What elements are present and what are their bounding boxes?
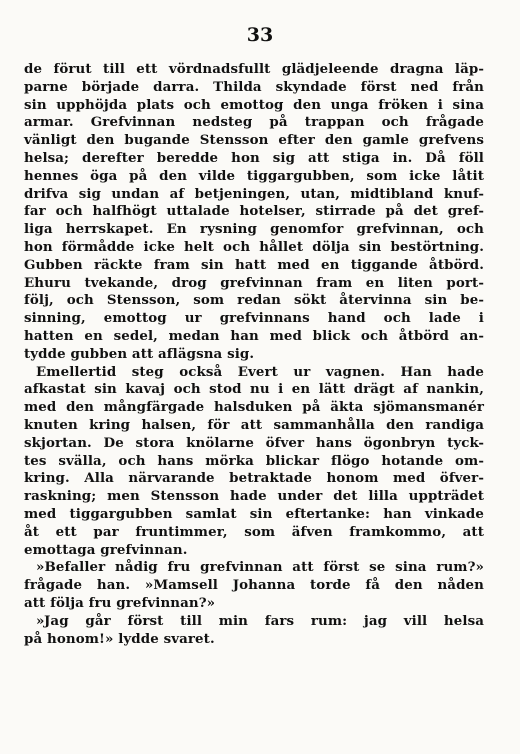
text-line: parne började darra. Thilda skyndade först ned från [24, 78, 484, 95]
text-line: far och halfhögt uttalade hotelser, stirrade på det gref- [24, 203, 484, 220]
text-line: Emellertid steg också Evert ur vagnen. Han hade [36, 363, 484, 380]
text-line: afkastat sin kavaj och stod nu i en lätt drägt af nankin, [24, 381, 484, 398]
text-line: hatten en sedel, medan han med blick och åtbörd an- [24, 327, 484, 344]
text-line: med tiggargubben samlat sin eftertanke: han vinkade [24, 505, 484, 522]
text-line: de förut till ett vördnadsfullt glädjeleende dragna läp- [24, 61, 484, 77]
text-line: vänligt den bugande Stensson efter den gamle grefvens [24, 132, 484, 149]
text-line: sin upphöjda plats och emottog den unga fröken i sina [24, 96, 484, 113]
text-line: hon förmådde icke helt och hållet dölja sin bestörtning. [24, 238, 484, 255]
text-line: »Befaller nådig fru grefvinnan att först se sina rum?» [36, 559, 484, 576]
text-line: emottaga grefvinnan. [24, 541, 188, 558]
text-line: frågade han. »Mamsell Johanna torde få den nåden [24, 577, 484, 594]
text-line: armar. Grefvinnan nedsteg på trappan och frågade [24, 114, 484, 131]
text-line: Gubben räckte fram sin hatt med en tiggande åtbörd. [24, 256, 484, 273]
text-line: »Jag går först till min fars rum: jag vill helsa [36, 612, 484, 629]
text-line: med den mångfärgade halsduken på äkta sjömansmanér [24, 399, 484, 416]
text-line: raskning; men Stensson hade under det lilla uppträdet [24, 488, 484, 505]
text-line: tes svälla, och hans mörka blickar flögo hotande om- [24, 452, 484, 469]
text-line: Ehuru tvekande, drog grefvinnan fram en liten port- [24, 274, 484, 291]
text-line: knuten kring halsen, för att sammanhålla den randiga [24, 416, 484, 433]
text-line: på honom!» lydde svaret. [24, 630, 215, 647]
body-text [24, 61, 484, 648]
text-line: åt ett par fruntimmer, som äfven framkommo, att [24, 523, 484, 540]
text-line: följ, och Stensson, som redan sökt återvinna sin be- [24, 292, 484, 309]
page-number: 33 [246, 24, 274, 46]
text-line: sinning, emottog ur grefvinnans hand och lade i [24, 310, 484, 327]
text-line: tydde gubben att aflägsna sig. [24, 345, 255, 362]
text-line: hennes öga på den vilde tiggargubben, som icke låtit [24, 167, 484, 184]
text-line: liga herrskapet. En rysning genomfor grefvinnan, och [24, 221, 484, 238]
text-line: drifva sig undan af betjeningen, utan, midtibland knuf- [24, 185, 484, 202]
text-line: kring. Alla närvarande betraktade honom med öfver- [24, 470, 484, 487]
text-line: att följa fru grefvinnan?» [24, 594, 216, 611]
text-line: skjortan. De stora knölarne öfver hans ögonbryn tyck- [24, 434, 484, 451]
text-line: helsa; derefter beredde hon sig att stiga in. Då föll [24, 149, 484, 166]
